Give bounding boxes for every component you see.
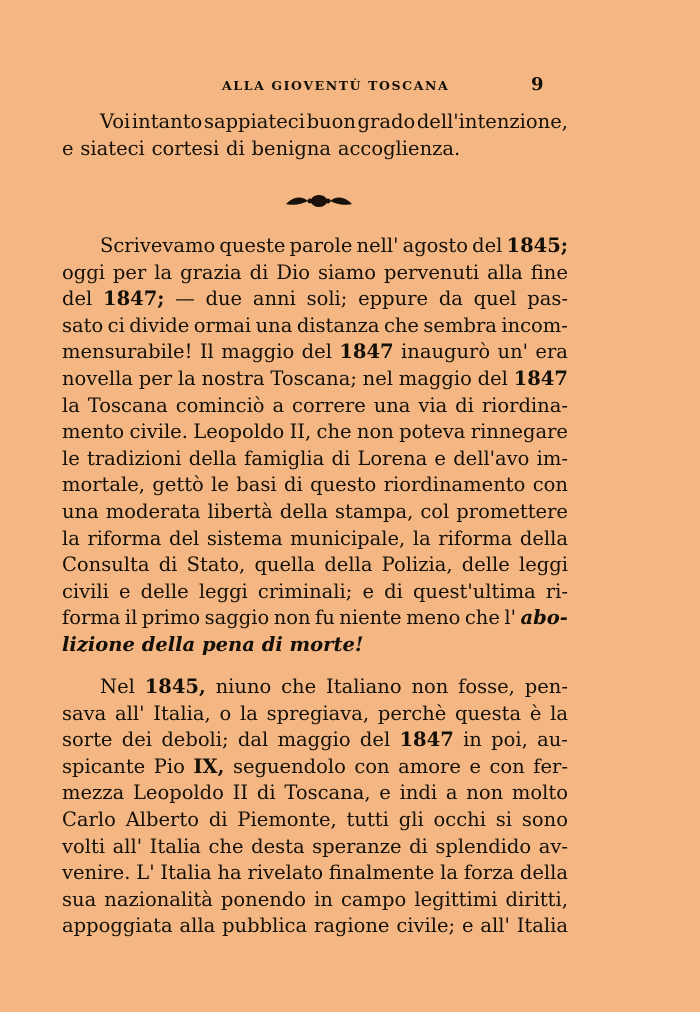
word: oggi [62,260,105,284]
word: ormai [193,313,252,337]
text-line [62,109,568,136]
word: civile; [396,914,456,938]
word: pen- [524,675,568,698]
word: Italia [149,834,201,858]
word: morte! [289,632,364,656]
word: sua [62,887,97,911]
word: in [463,728,482,752]
word: del [301,340,332,364]
word: ha [217,861,242,885]
word: del [62,287,93,311]
word: l' [504,606,517,630]
word: distanza [296,313,380,337]
word: la [62,393,80,417]
word: maggio [221,340,295,364]
word: parole [289,234,353,257]
word: 1847 [513,366,568,390]
word: non [273,606,311,630]
word: Italiano [326,675,402,698]
word: della [188,446,237,470]
word: im- [536,446,568,470]
word: riforma [438,526,513,550]
word: della [279,499,328,523]
text-line [62,913,568,940]
word: maggio [277,728,351,752]
word: fer- [533,754,568,778]
word: con [354,754,390,778]
word: riordinamento [383,473,526,497]
word: Italia [516,914,568,938]
text-line [62,313,568,340]
fleuron-ornament-icon [284,192,354,210]
word: di [256,781,276,805]
word: splendido [435,834,532,858]
word: sato [62,313,104,337]
word: deboli; [161,728,229,752]
word: pubblica [222,914,308,938]
word: finalmente [328,861,435,885]
word: cominciò [175,393,265,417]
word: inaugurò [401,340,491,364]
text-line [62,136,568,163]
word: pena [202,632,255,656]
word: queste [219,234,286,257]
word: a [445,781,458,805]
word: sono [521,807,568,831]
word: la [177,366,196,390]
word: dal [237,728,269,752]
word: del [169,526,200,550]
word: 1845; [506,234,568,257]
word: appoggiata [62,914,173,938]
word: stampa, [335,499,414,523]
word: Leopoldo [193,420,285,444]
word: via [418,393,448,417]
word: della [519,526,568,550]
word: della [519,861,568,885]
word: ragione [313,914,390,938]
word: alla [487,260,523,284]
word: siamo [317,260,377,284]
text-line [62,366,568,393]
word: di [455,393,474,417]
word: desta [251,834,305,858]
word: novella [62,366,133,390]
word: della [324,553,373,577]
word: e [461,914,474,938]
word: di [208,807,228,831]
word: la [440,861,458,885]
word: mortale, [62,473,145,497]
text-line [62,446,568,473]
word: nazionalità [104,887,213,911]
text-line [62,419,568,446]
word: saggio [204,606,270,630]
word: gli [398,807,424,831]
paragraph-2 [62,674,568,940]
word: mento [62,420,125,444]
word: dell'intenzione, [416,110,568,133]
word: tradizioni [87,446,182,470]
text-line [62,807,568,834]
word: all' [115,701,145,725]
word: Toscana [87,393,168,417]
word: tutti [346,807,389,831]
word: primo [141,606,201,630]
word: abo- [520,606,568,630]
word: a [272,393,285,417]
paragraph-1 [62,233,568,659]
word: è [529,701,542,725]
word: le [211,473,229,497]
word: civili [62,579,109,603]
word: incom- [501,313,568,337]
word: fine [530,260,568,284]
word: e [379,781,391,805]
word: accoglienza. [337,136,461,160]
word: da [438,287,463,311]
word: agosto [402,234,469,257]
text-line [62,860,568,887]
text-line [62,233,568,260]
word: Alberto [125,807,199,831]
word: Consulta [62,553,150,577]
word: Stato, [186,553,246,577]
word: intanto [131,110,203,133]
word: che [208,834,244,858]
word: occhi [433,807,486,831]
word: anni [252,287,296,311]
word: buon [306,110,356,133]
word: delle [461,553,510,577]
word: — [175,287,195,311]
word: benigna [251,136,332,160]
word: di [158,553,178,577]
word: all' [480,914,510,938]
word: II [232,781,249,805]
word: perchè [377,701,447,725]
text-line [62,605,568,632]
word: Carlo [62,807,116,831]
word: mezza [62,781,125,805]
text-line [62,579,568,606]
word: civile. [129,420,188,444]
word: le [62,446,80,470]
word: rivelato [247,861,324,885]
word: Italia, [153,701,211,725]
word: famiglia [244,446,325,470]
word: la [154,260,173,284]
word: 1847 [339,340,394,364]
text-line [62,499,568,526]
word: che [464,606,500,630]
text-line [62,701,568,728]
word: del [359,728,391,752]
word: col [420,499,450,523]
word: molto [511,781,568,805]
text-line [62,754,568,781]
word: legittimi [414,887,498,911]
word: campo [340,887,407,911]
word: sappiateci [203,110,305,133]
word: questa [455,701,522,725]
word: Toscana; [270,366,357,390]
word: leggi [198,579,248,603]
word: con [489,754,525,778]
word: delle [140,579,189,603]
word: nell' [356,234,399,257]
word: una [255,313,293,337]
word: libertà [207,499,273,523]
word: e [469,754,481,778]
word: spregiava, [266,701,370,725]
text-line [62,393,568,420]
word: fu [315,606,335,630]
word: sava [62,701,107,725]
word: dei [121,728,153,752]
word: riordina- [481,393,568,417]
word: di [226,136,245,160]
word: forma [62,606,121,630]
intro-paragraph [62,109,568,162]
word: pervenuti [384,260,480,284]
word: Il [199,340,214,364]
text-line [62,526,568,553]
word: ponendo [220,887,307,911]
word: della [141,632,196,656]
text-line [62,286,568,313]
word: questo [310,473,377,497]
word: 1847 [399,728,454,752]
word: soli; [306,287,348,311]
word: riforma [87,526,162,550]
word: spicante [62,754,146,778]
word: leggi [519,553,568,577]
word: si [495,807,513,831]
word: una [62,499,99,523]
word: e [362,579,374,603]
word: sistema [206,526,283,550]
word: e [434,446,446,470]
word: Voi [100,110,131,133]
word: o [219,701,232,725]
word: di [409,834,428,858]
word: correre [292,393,366,417]
text-line [62,727,568,754]
word: L' [136,861,155,885]
word: di [249,260,269,284]
word: che [281,675,317,698]
word: nostra [201,366,265,390]
word: Nel [100,675,135,698]
word: municipale, [290,526,406,550]
word: poi, [491,728,528,752]
word: promettere [456,499,568,523]
word: del [472,234,503,257]
word: la [239,701,258,725]
word: Dio [276,260,310,284]
word: non [466,781,504,805]
word: la [62,526,80,550]
text-line [62,339,568,366]
text-line [62,552,568,579]
word: pas- [527,287,568,311]
word: niuno [215,675,272,698]
word: Toscana, [284,781,371,805]
word: volti [62,834,106,858]
word: gettò [152,473,204,497]
word: fosse, [458,675,515,698]
word: ci [107,313,125,337]
word: niente [339,606,402,630]
word: sorte [62,728,113,752]
word: due [205,287,243,311]
word: di [261,632,283,656]
text-line [62,887,568,914]
word: moderata [105,499,201,523]
word: eppure [358,287,429,311]
word: IX, [193,754,225,778]
word: quest'ultima [412,579,536,603]
word: Polizia, [381,553,453,577]
word: Lorena [357,446,428,470]
text-line [62,260,568,287]
word: 1845, [144,675,206,698]
word: indi [399,781,438,805]
word: meno [406,606,461,630]
word: la [412,526,431,550]
word: quella [254,553,316,577]
text-line [62,674,568,701]
word: poteva [399,420,466,444]
word: Pio [153,754,185,778]
word: per [138,366,173,390]
word: una [373,393,411,417]
word: basi [236,473,277,497]
word: per [112,260,147,284]
word: amore [398,754,461,778]
word: siateci [80,136,145,160]
word: di [284,473,303,497]
word: e [62,136,74,160]
word: mensurabile! [62,340,193,364]
word: in [314,887,333,911]
word: divide [129,313,190,337]
word: dell'avo [453,446,530,470]
word: grazia [180,260,242,284]
word: av- [538,834,568,858]
word: di [384,579,403,603]
word: grado [357,110,416,133]
page-number: 9 [531,74,544,95]
word: ri- [545,579,568,603]
word: cortesi [151,136,220,160]
running-title: ALLA GIOVENTÙ TOSCANA [222,78,450,93]
word: venire. [62,861,131,885]
word: con [532,473,568,497]
word: e [119,579,131,603]
word: del [477,366,508,390]
word: Scrivevamo [100,234,216,257]
word: au- [537,728,568,752]
word: forza [463,861,515,885]
word: criminali; [257,579,353,603]
word: quel [473,287,517,311]
word: Italia [160,861,212,885]
word: diritti, [505,887,568,911]
word: la [550,701,568,725]
word: di [331,446,351,470]
word: che [383,313,419,337]
word: Leopoldo [132,781,224,805]
word: Piemonte, [237,807,337,831]
word: nel [362,366,394,390]
word: maggio [398,366,472,390]
text-line [62,632,568,659]
word: non [411,675,449,698]
word: lizione [62,632,135,656]
page-header [0,74,700,98]
word: seguendolo [232,754,346,778]
word: il [124,606,138,630]
word: sembra [423,313,497,337]
word: era [535,340,568,364]
word: che [316,420,352,444]
text-line [62,780,568,807]
word: II, [289,420,312,444]
text-line [62,834,568,861]
word: all' [112,834,143,858]
word: 1847; [103,287,165,311]
text-line [62,472,568,499]
word: alla [179,914,216,938]
word: un' [497,340,529,364]
word: rinnegare [470,420,568,444]
word: speranze [312,834,402,858]
word: non [356,420,394,444]
